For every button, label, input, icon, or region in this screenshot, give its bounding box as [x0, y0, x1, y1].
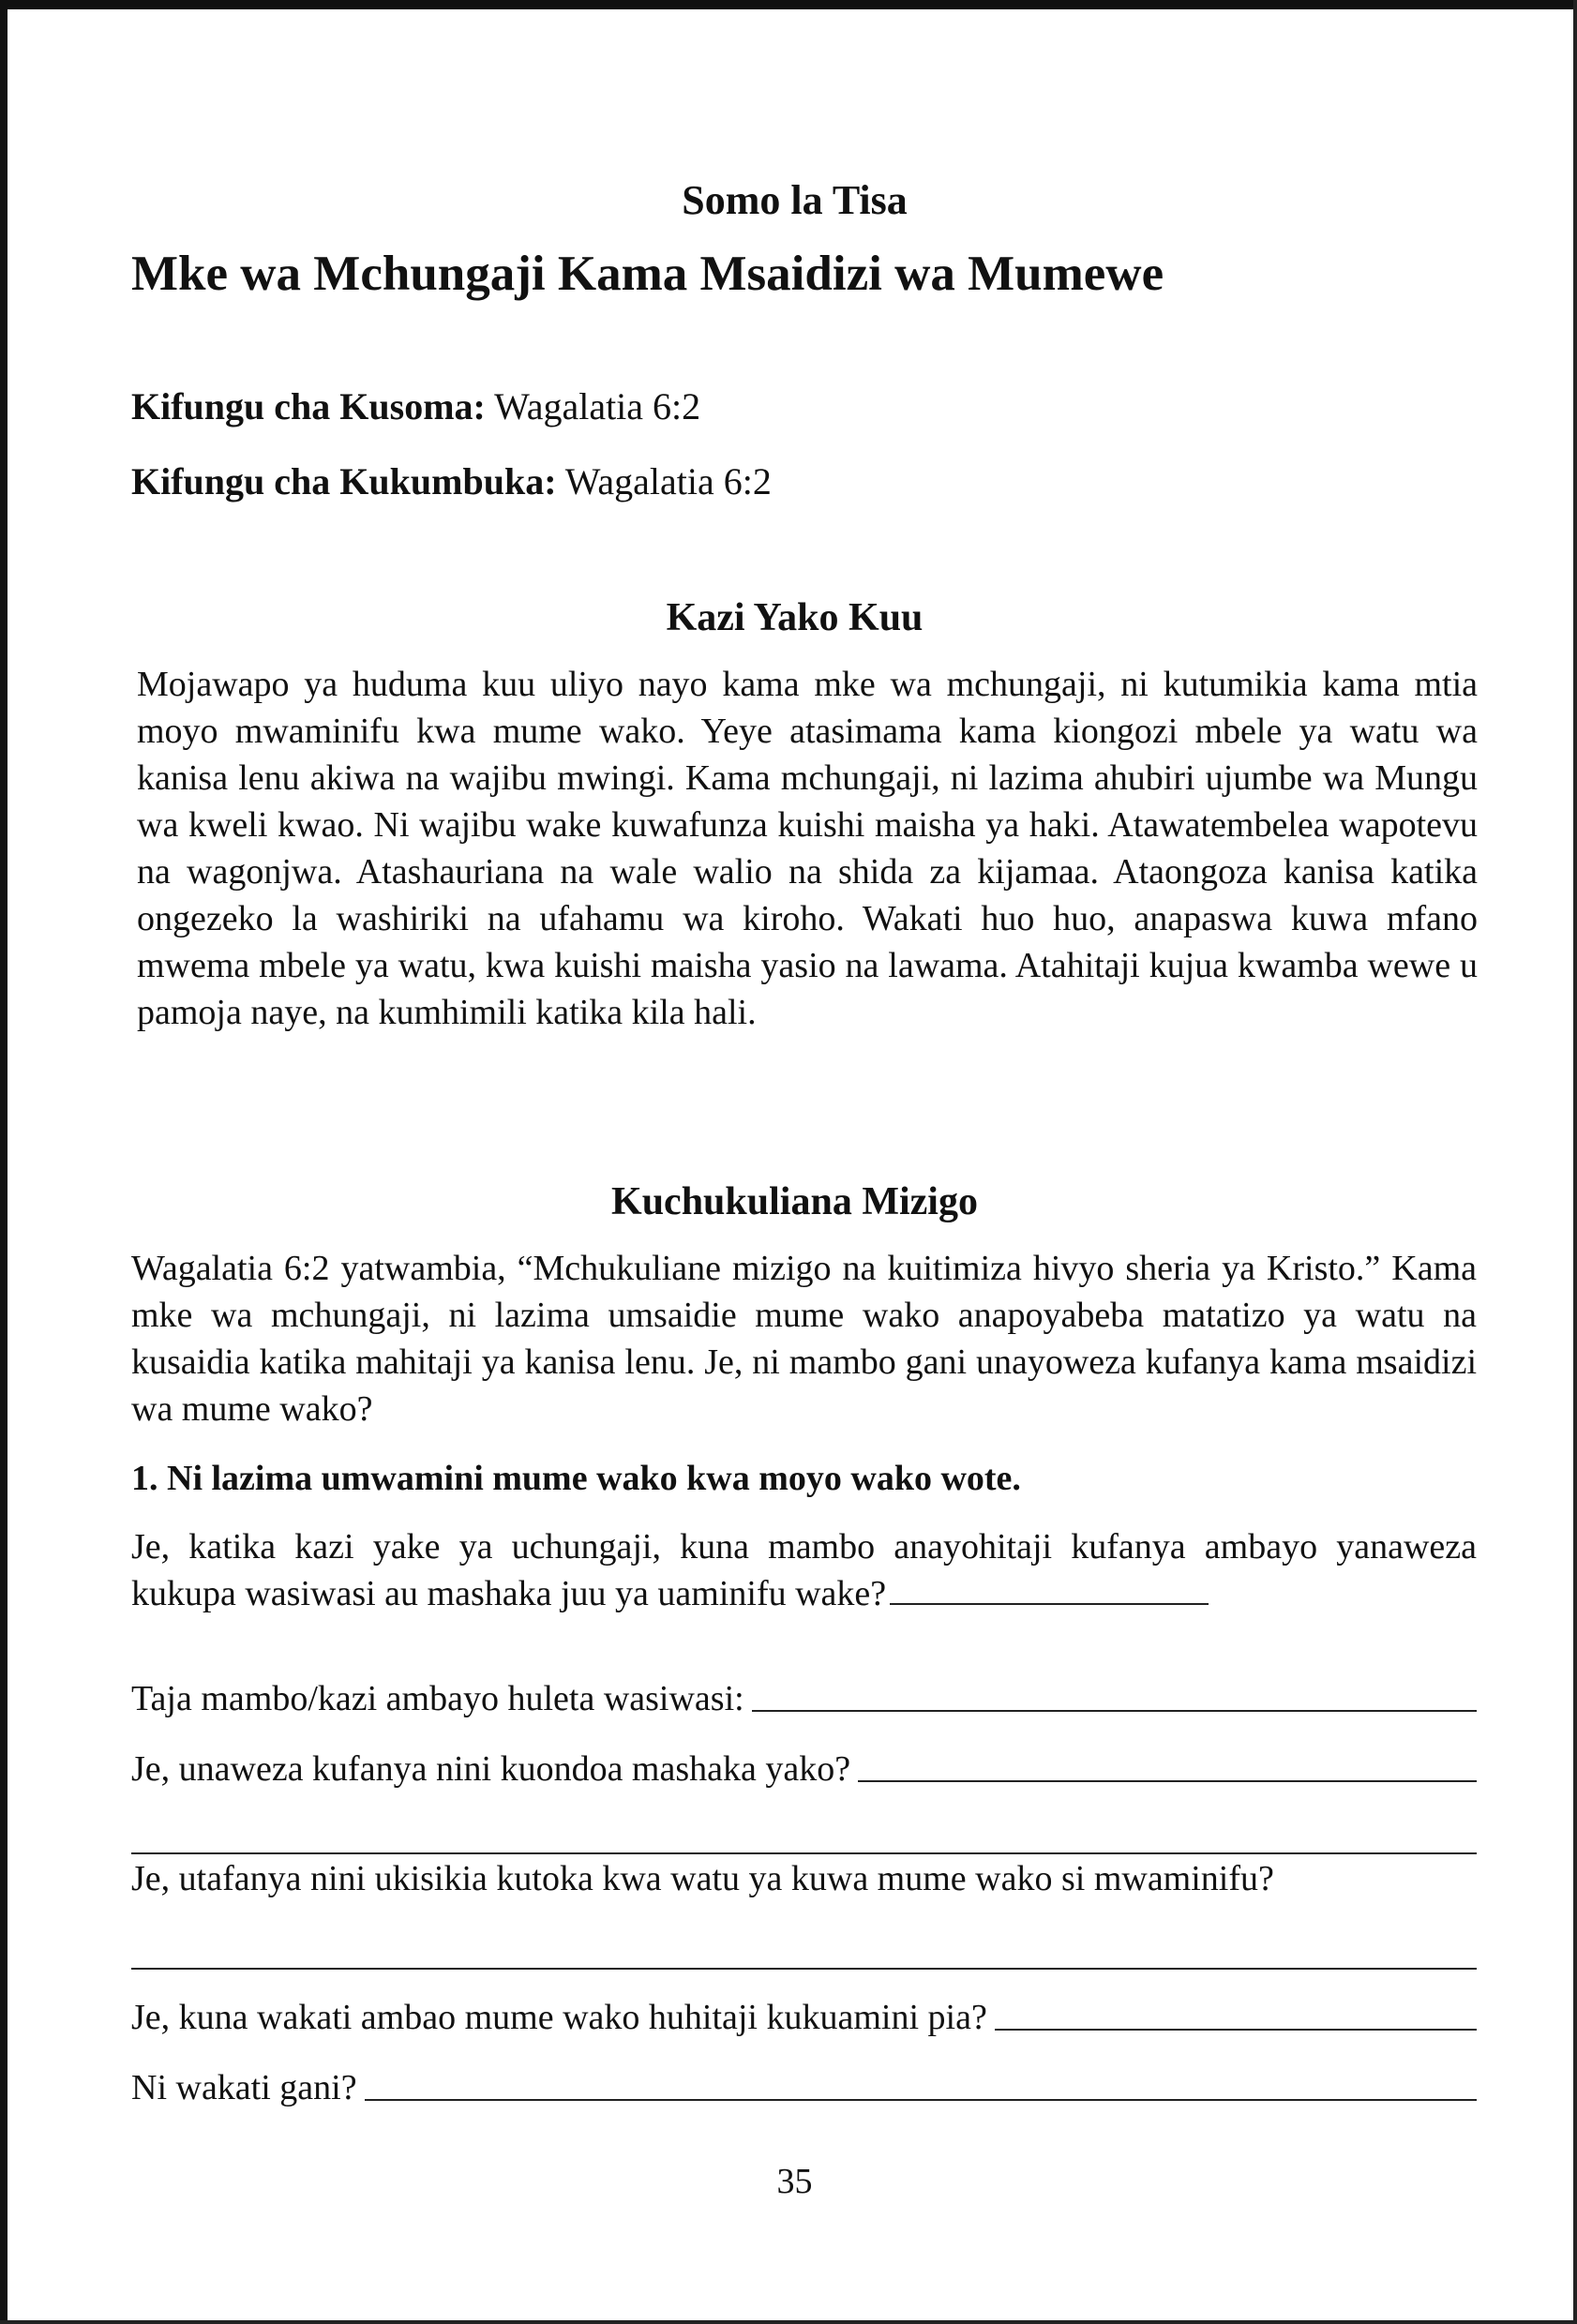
answer-blank-5[interactable]	[995, 2028, 1477, 2031]
question-3	[131, 1748, 1477, 1790]
memory-reference-label: Kifungu cha Kukumbuka:	[131, 460, 557, 502]
question-3-text: Je, unaweza kufanya nini kuondoa mashaka yako?	[131, 1749, 851, 1789]
lesson-number: Somo la Tisa	[682, 177, 908, 223]
section-heading-kazi: Kazi Yako Kuu	[666, 596, 924, 639]
answer-line-3b[interactable]	[131, 1852, 1477, 1854]
question-1-text: Je, katika kazi yake ya uchungaji, kuna mambo anayohitaji kufanya ambayo yanaweza kukupa wasiwasi au mashaka juu ya uaminifu wake?	[131, 1527, 1477, 1613]
question-4	[131, 1858, 1477, 1899]
question-5-text: Je, kuna wakati ambao mume wako huhitaji kukuamini pia?	[131, 1998, 987, 2037]
memory-reference	[131, 459, 772, 503]
section-paragraph-mizigo: Wagalatia 6:2 yatwambia, “Mchukuliane mizigo na kuitimiza hivyo sheria ya Kristo.” Kama mke wa mchungaji, ni lazima umsaidie mume wako anapoyabeba matatizo ya watu na kusaidia katika mahitaji ya kanisa lenu. Je, ni mambo gani unayoweza kufanya kama msaidizi wa mume wako?	[131, 1249, 1477, 1429]
question-6-text: Ni wakati gani?	[131, 2068, 357, 2107]
question-2	[131, 1678, 1477, 1719]
question-2-text: Taja mambo/kazi ambayo huleta wasiwasi:	[131, 1679, 744, 1718]
answer-blank-2[interactable]	[752, 1709, 1477, 1712]
question-4-text: Je, utafanya nini ukisikia kutoka kwa watu ya kuwa mume wako si mwaminifu?	[131, 1859, 1274, 1898]
answer-line-4[interactable]	[131, 1968, 1477, 1970]
section-heading-mizigo: Kuchukuliana Mizigo	[611, 1180, 978, 1223]
question-6	[131, 2067, 1477, 2108]
memory-reference-value: Wagalatia 6:2	[564, 460, 772, 502]
reading-reference-value: Wagalatia 6:2	[494, 385, 701, 427]
section-paragraph-kazi: Mojawapo ya huduma kuu uliyo nayo kama mke wa mchungaji, ni kutumikia kama mtia moyo mwaminifu kwa mume wako. Yeye atasimama kama kiongozi mbele ya watu wa kanisa lenu akiwa na wajibu mwingi. Kama mchungaji, ni lazima ahubiri ujumbe wa Mungu wa kweli kwao. Ni wajibu wake kuwafunza kuishi maisha ya haki. Atawatembelea wapotevu na wagonjwa. Atashauriana na wale walio na shida za kijamaa. Ataongoza kanisa katika ongezeko la washiriki na ufahamu wa kiroho. Wakati huo huo, anapaswa kuwa mfano mwema mbele ya watu, kwa kuishi maisha yasio na lawama. Atahitaji kujua kwamba wewe u pamoja naye, na kumhimili katika kila hali.	[137, 665, 1478, 1032]
scan-border-top	[0, 0, 1577, 9]
lesson-title: Mke wa Mchungaji Kama Msaidizi wa Mumewe	[131, 247, 1164, 301]
answer-blank-1[interactable]	[890, 1599, 1209, 1605]
scan-border-right	[1573, 0, 1577, 2324]
scan-border-bottom	[0, 2320, 1577, 2324]
point-heading: 1. Ni lazima umwamini mume wako kwa moyo wako wote.	[131, 1459, 1021, 1498]
scan-border-left	[0, 0, 8, 2324]
question-5	[131, 1997, 1477, 2038]
answer-blank-6[interactable]	[365, 2098, 1477, 2101]
answer-blank-3[interactable]	[858, 1779, 1477, 1782]
page-number: 35	[776, 2162, 813, 2201]
reading-reference	[131, 384, 700, 428]
reading-reference-label: Kifungu cha Kusoma:	[131, 385, 486, 427]
question-1	[131, 1523, 1477, 1617]
